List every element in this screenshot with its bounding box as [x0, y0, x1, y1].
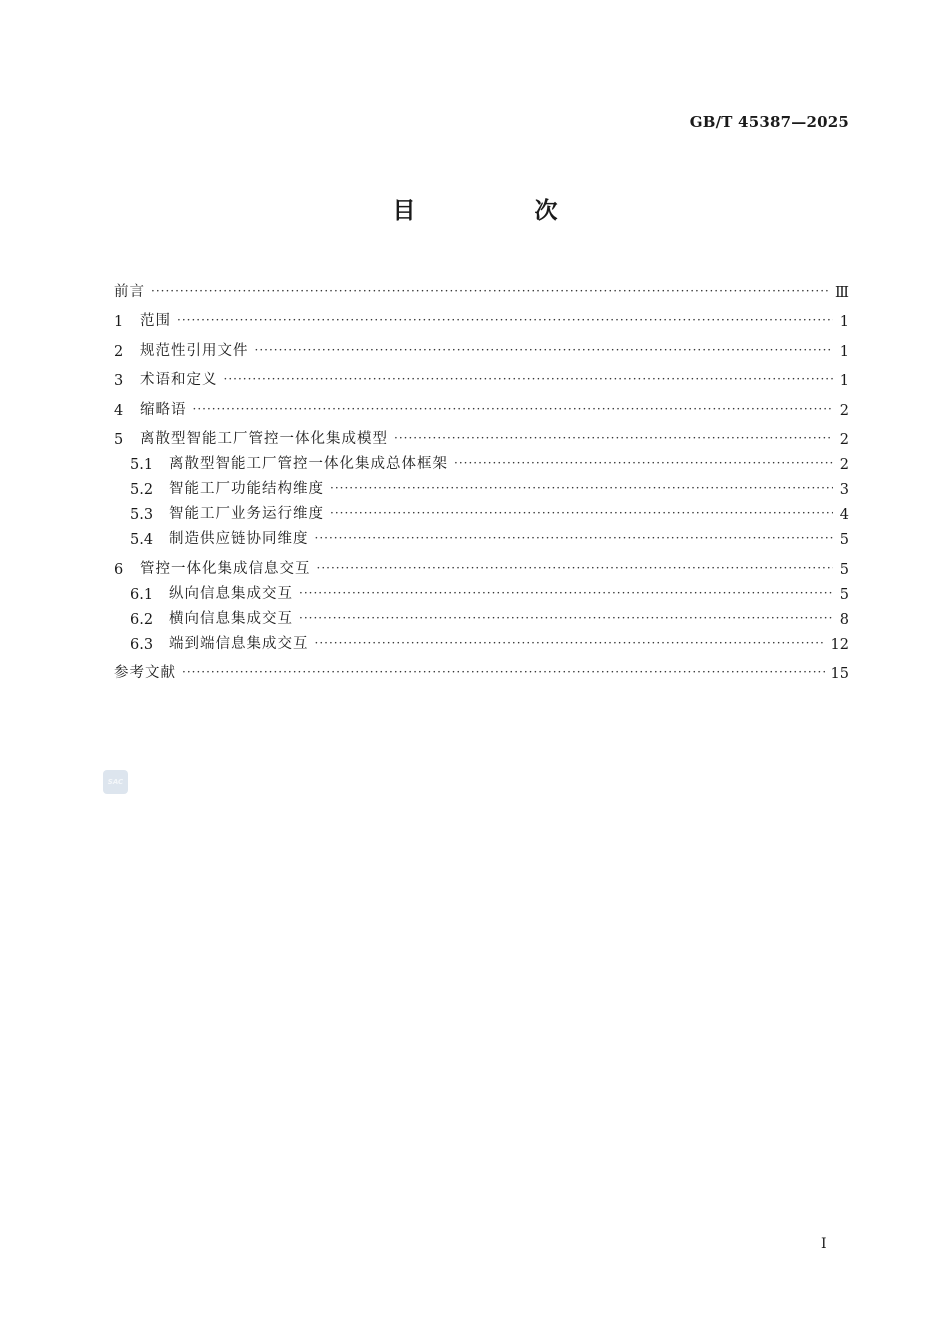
toc-entry-page: 2 [839, 432, 849, 448]
toc-entry-label: 离散型智能工厂管控一体化集成模型 [140, 431, 388, 447]
toc-entry[interactable] [114, 389, 849, 419]
toc-entry-label: 端到端信息集成交互 [169, 635, 309, 652]
toc-entry[interactable] [114, 419, 849, 449]
toc-entry-page: 5 [839, 532, 849, 548]
toc-entry-number: 1 [114, 314, 124, 330]
toc-dot-leader [330, 506, 833, 520]
toc-dot-leader [224, 372, 834, 386]
toc-entry-page: 3 [839, 482, 849, 498]
toc-entry[interactable] [114, 301, 849, 331]
toc-dot-leader [315, 636, 825, 650]
toc-entry-page: 2 [839, 457, 849, 473]
toc-dot-leader [182, 665, 825, 679]
toc-entry-page: 1 [839, 343, 849, 360]
toc-entry-number: 5.2 [130, 482, 154, 498]
toc-entry-number: 6 [114, 561, 124, 578]
toc-entry-label: 纵向信息集成交互 [169, 585, 293, 602]
toc-entry-number: 4 [114, 402, 124, 419]
toc-entry-number: 5.3 [130, 507, 154, 523]
toc-entry[interactable] [114, 473, 849, 498]
toc-entry-label: 智能工厂业务运行维度 [169, 506, 324, 522]
toc-dot-leader [177, 313, 833, 327]
toc-dot-leader [454, 456, 833, 470]
toc-entry-number: 5.4 [130, 532, 154, 548]
toc-entry[interactable] [114, 603, 849, 628]
toc-entry-label: 规范性引用文件 [140, 342, 249, 359]
page-title: 目 次 [392, 197, 606, 224]
toc-entry-page: 12 [830, 636, 849, 653]
page-number: I [821, 1236, 827, 1252]
toc-entry-label: 缩略语 [140, 401, 187, 418]
toc-entry-number: 6.1 [130, 586, 154, 603]
toc-entry-label: 管控一体化集成信息交互 [140, 560, 311, 577]
toc-entry-label: 智能工厂功能结构维度 [169, 481, 324, 497]
toc-entry-page: 2 [839, 402, 849, 419]
toc-entry-label: 制造供应链协同维度 [169, 531, 309, 547]
toc-entry-page: 1 [839, 314, 849, 330]
toc-entry-label: 术语和定义 [140, 372, 218, 388]
toc-entry-page: 5 [839, 586, 849, 603]
toc-dot-leader [151, 284, 829, 298]
toc-dot-leader [317, 561, 834, 575]
toc-dot-leader [394, 431, 833, 445]
toc-dot-leader [315, 531, 834, 545]
toc-dot-leader [299, 586, 833, 600]
toc-entry-page: Ⅲ [835, 284, 849, 301]
toc-entry-label: 横向信息集成交互 [169, 610, 293, 627]
toc-entry-number: 5.1 [130, 457, 154, 473]
toc-entry-number: 6.3 [130, 636, 154, 653]
toc-entry-label: 离散型智能工厂管控一体化集成总体框架 [169, 456, 448, 472]
toc-entry-label: 参考文献 [114, 665, 176, 681]
toc-dot-leader [330, 481, 833, 495]
toc-entry[interactable] [114, 271, 849, 301]
toc-entry-page: 1 [839, 373, 849, 389]
toc-entry[interactable] [114, 653, 849, 683]
toc-dot-leader [193, 402, 834, 416]
toc-entry-number: 5 [114, 432, 124, 448]
toc-entry[interactable] [114, 523, 849, 548]
toc-entry[interactable] [114, 360, 849, 390]
standard-code: GB/T 45387—2025 [689, 113, 849, 131]
toc-entry[interactable] [114, 498, 849, 523]
toc-entry-page: 15 [830, 666, 849, 682]
toc-entry-number: 6.2 [130, 611, 154, 628]
toc-entry[interactable] [114, 330, 849, 360]
toc-entry-page: 8 [839, 611, 849, 628]
toc-dot-leader [255, 343, 834, 357]
table-of-contents [114, 271, 849, 682]
toc-entry-page: 4 [839, 507, 849, 523]
toc-entry-label: 范围 [140, 313, 171, 329]
toc-entry-number: 3 [114, 373, 124, 389]
toc-entry[interactable] [114, 628, 849, 653]
toc-entry-page: 5 [839, 561, 849, 578]
sac-logo-icon [103, 770, 128, 794]
toc-entry-number: 2 [114, 343, 124, 360]
toc-dot-leader [299, 611, 833, 625]
toc-entry[interactable] [114, 448, 849, 473]
toc-entry[interactable] [114, 548, 849, 578]
toc-entry[interactable] [114, 578, 849, 603]
watermark-text: SAC [107, 778, 124, 786]
toc-entry-label: 前言 [114, 283, 145, 300]
